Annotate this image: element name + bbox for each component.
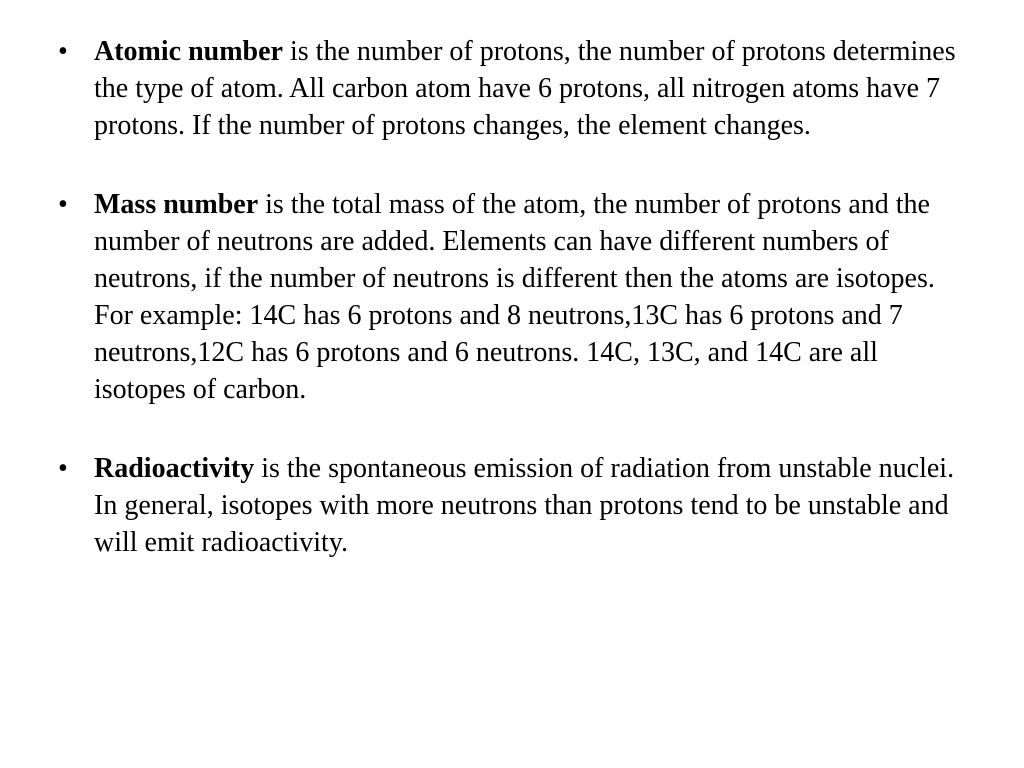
bullet-item-mass-number: [0, 186, 1024, 408]
term-radioactivity: Radioactivity: [94, 453, 255, 484]
bullet-icon: •: [58, 189, 68, 220]
term-atomic-number: Atomic number: [94, 36, 283, 67]
definition-radioactivity: is the spontaneous emission of radiation from unstable nuclei. In general, isotopes with more neutrons than protons tend to be unstable and will emit radioactivity.: [94, 453, 955, 558]
definition-mass-number: is the total mass of the atom, the number of protons and the number of neutrons are added. Elements can have different numbers of neutrons, if the number of neutrons is different then the atoms are isotopes. For example: 14C has 6 protons and 8 neutrons,13C has 6 protons and 7 neutrons,12C has 6 protons and 6 neutrons. 14C, 13C, and 14C are all isotopes of carbon.: [94, 189, 935, 405]
definition-atomic-number: is the number of protons, the number of protons determines the type of atom. All carbon atom have 6 protons, all nitrogen atoms have 7 protons. If the number of protons changes, the element changes.: [94, 36, 956, 141]
term-mass-number: Mass number: [94, 189, 259, 220]
bullet-icon: •: [58, 36, 68, 67]
bullet-list: [0, 33, 1024, 561]
bullet-item-radioactivity: [0, 450, 1024, 561]
bullet-item-atomic-number: [0, 33, 1024, 144]
bullet-icon: •: [58, 453, 68, 484]
